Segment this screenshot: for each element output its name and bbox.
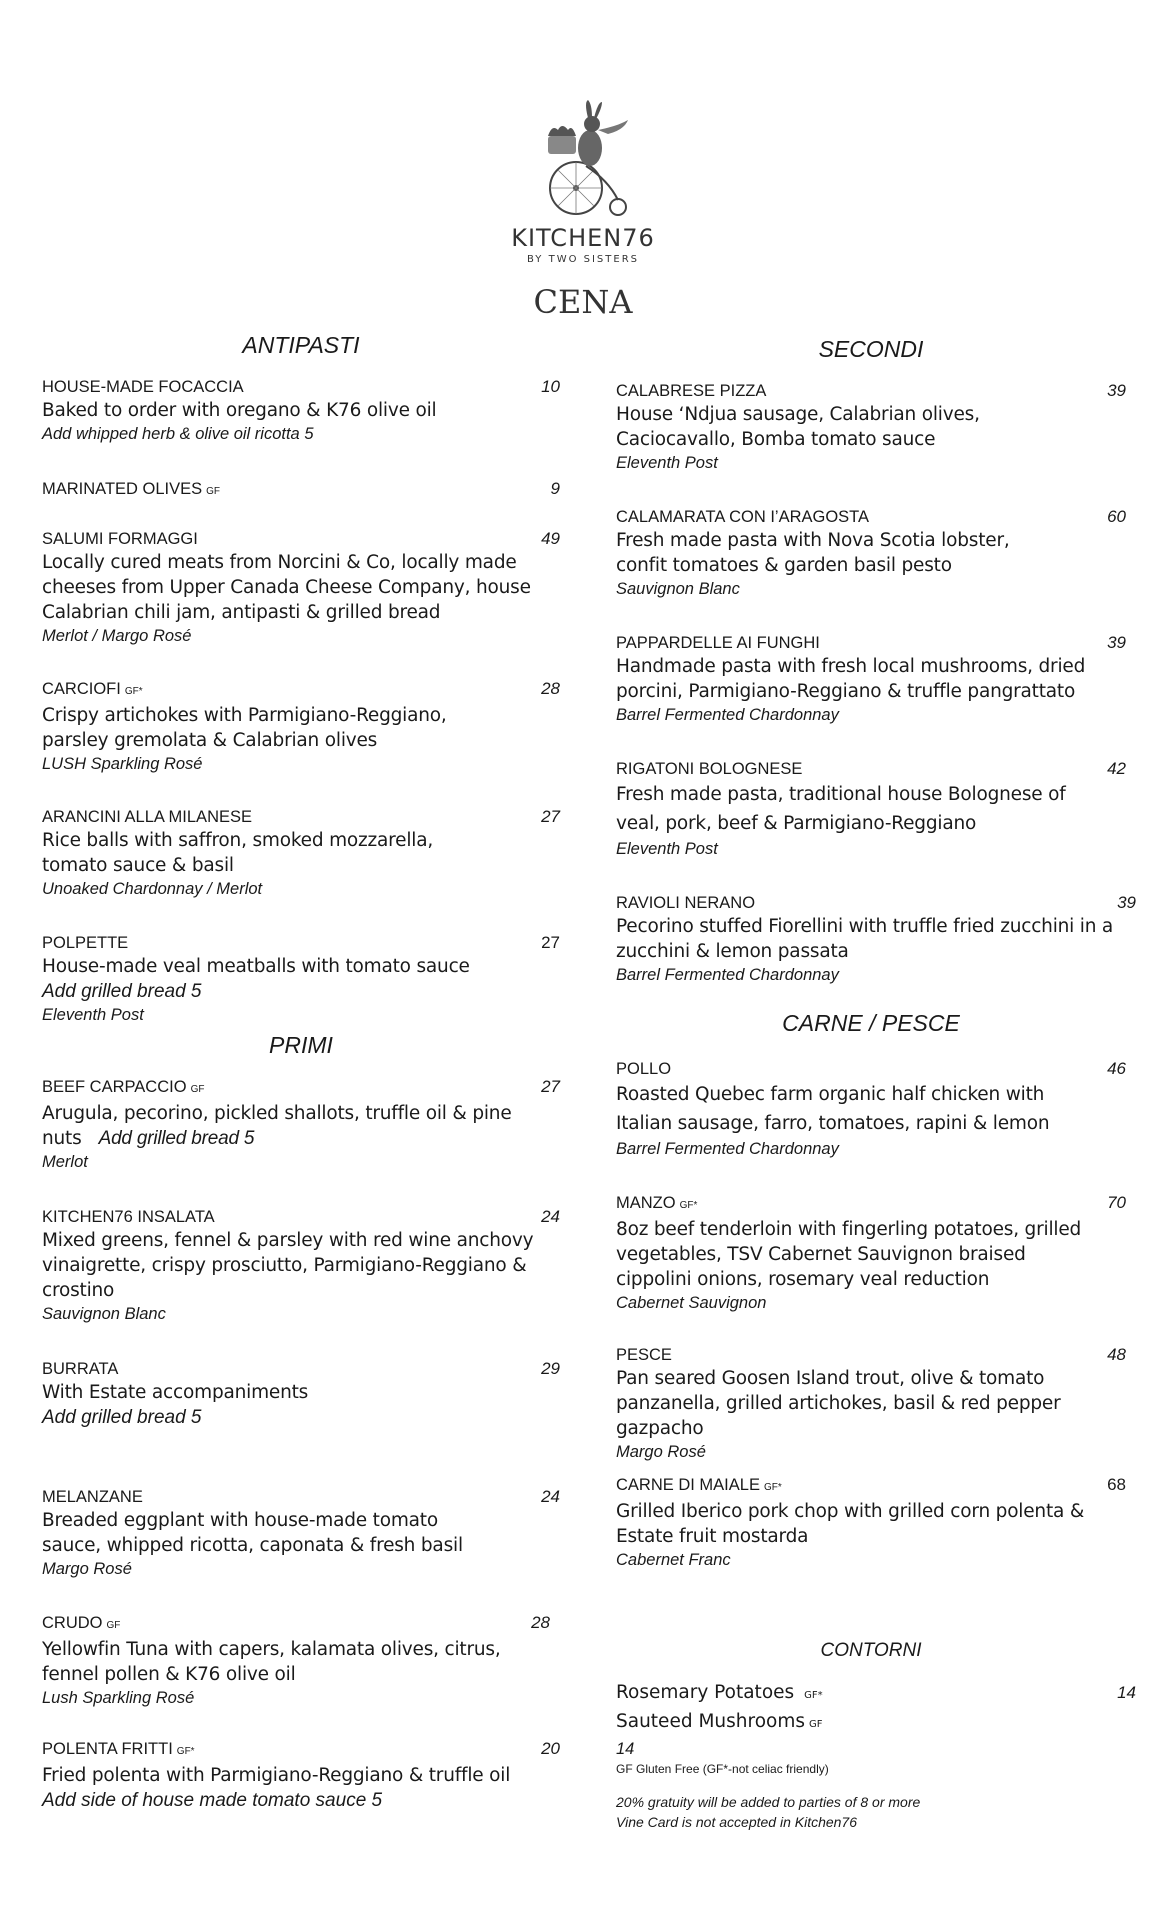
- item-name: CARCIOFI: [42, 680, 121, 698]
- item-description: Roasted Quebec farm organic half chicken with Italian sausage, farro, tomatoes, rapini & lemon: [616, 1084, 1050, 1134]
- contorni-name: Sauteed Mushrooms: [616, 1711, 805, 1732]
- item-description: Breaded eggplant with house-made tomato sauce, whipped ricotta, caponata & fresh basil: [42, 1510, 463, 1556]
- item-description: Pecorino stuffed Fiorellini with truffle fried zucchini in a zucchini & lemon passata: [616, 916, 1114, 962]
- item-name: PAPPARDELLE AI FUNGHI: [616, 634, 820, 652]
- item-price: 27: [541, 933, 560, 952]
- item-addon: Add whipped herb & olive oil ricotta 5: [42, 425, 314, 443]
- item-price: 27: [541, 807, 560, 826]
- item-addon: Add grilled bread 5: [98, 1128, 255, 1149]
- item-name: CALAMARATA CON I’ARAGOSTA: [616, 508, 870, 526]
- item-description: House ‘Ndjua sausage, Calabrian olives, Caciocavallo, Bomba tomato sauce: [616, 404, 980, 450]
- item-name: CALABRESE PIZZA: [616, 382, 767, 400]
- item-name: POLENTA FRITTI: [42, 1740, 173, 1758]
- item-pairing: Eleventh Post: [616, 454, 718, 472]
- item-name: MANZO: [616, 1194, 676, 1212]
- menu-item: [42, 478, 560, 503]
- item-price: 48: [1107, 1345, 1126, 1364]
- contorni-price: 14: [1117, 1683, 1136, 1702]
- section-title-contorni: CONTORNI: [820, 1640, 922, 1661]
- menu-title: CENA: [533, 283, 633, 321]
- item-description: Arugula, pecorino, pickled shallots, truffle oil & pine nuts: [42, 1103, 512, 1149]
- item-price: 10: [541, 377, 560, 396]
- item-price: 20: [541, 1739, 560, 1758]
- item-name: HOUSE-MADE FOCACCIA: [42, 378, 244, 396]
- item-price: 39: [1107, 381, 1126, 400]
- item-price: 46: [1107, 1059, 1126, 1078]
- item-name: POLPETTE: [42, 934, 129, 952]
- contorni-name: Rosemary Potatoes: [616, 1682, 795, 1703]
- item-name: RAVIOLI NERANO: [616, 894, 756, 912]
- menu-header: [0, 100, 1166, 321]
- item-pairing: Lush Sparkling Rosé: [42, 1689, 195, 1707]
- gf-badge: GF*: [804, 1690, 823, 1701]
- contorni-item: [616, 1709, 1126, 1738]
- item-name: SALUMI FORMAGGI: [42, 530, 198, 548]
- contorni-price: 14: [616, 1740, 635, 1758]
- menu-item: [42, 1612, 560, 1709]
- item-pairing: Sauvignon Blanc: [616, 580, 740, 598]
- menu-item: [42, 376, 560, 445]
- vine-card-note: Vine Card is not accepted in Kitchen76: [616, 1814, 858, 1830]
- contorni-item: [616, 1680, 1136, 1709]
- item-description: Baked to order with oregano & K76 olive oil: [42, 400, 437, 421]
- item-price: 60: [1107, 507, 1126, 526]
- item-name: CARNE DI MAIALE: [616, 1476, 760, 1494]
- menu-item: [616, 1058, 1126, 1160]
- gf-badge: GF: [809, 1719, 823, 1730]
- gf-badge: GF: [106, 1620, 121, 1631]
- item-price: 9: [550, 479, 560, 498]
- item-description: Fried polenta with Parmigiano-Reggiano & truffle oil: [42, 1765, 511, 1786]
- menu-item: [42, 1358, 560, 1430]
- item-pairing: Sauvignon Blanc: [42, 1305, 166, 1323]
- item-pairing: Merlot / Margo Rosé: [42, 627, 192, 645]
- menu-item: [42, 528, 560, 647]
- item-name: BURRATA: [42, 1360, 119, 1378]
- item-description: Mixed greens, fennel & parsley with red wine anchovy vinaigrette, crispy prosciutto, Parmigiano-Reggiano & crostino: [42, 1230, 534, 1301]
- item-price: 39: [1107, 633, 1126, 652]
- brand-tagline: BY TWO SISTERS: [526, 254, 639, 265]
- item-description: Crispy artichokes with Parmigiano-Reggiano, parsley gremolata & Calabrian olives: [42, 705, 447, 751]
- item-price: 42: [1107, 759, 1126, 778]
- gf-badge: GF*: [679, 1200, 698, 1211]
- menu-item: [616, 892, 1136, 986]
- rabbit-bicycle-logo: [528, 100, 638, 220]
- item-name: RIGATONI BOLOGNESE: [616, 760, 803, 778]
- item-price: 49: [541, 529, 560, 548]
- item-name: CRUDO: [42, 1614, 103, 1632]
- item-price: 70: [1107, 1193, 1126, 1212]
- item-name: PESCE: [616, 1346, 672, 1364]
- gf-badge: GF: [206, 486, 221, 497]
- menu-item: [616, 1344, 1126, 1463]
- item-description: With Estate accompaniments: [42, 1382, 309, 1403]
- item-description: Locally cured meats from Norcini & Co, locally made cheeses from Upper Canada Cheese Company, house Calabrian chili jam, antipasti & grilled bread: [42, 552, 531, 623]
- item-price: 27: [541, 1077, 560, 1096]
- item-description: Yellowfin Tuna with capers, kalamata olives, citrus, fennel pollen & K76 olive oil: [42, 1639, 501, 1685]
- item-pairing: Margo Rosé: [42, 1560, 132, 1578]
- item-pairing: Cabernet Franc: [616, 1551, 731, 1569]
- menu-item: [42, 678, 560, 775]
- menu-item: [616, 1192, 1126, 1314]
- item-name: MARINATED OLIVES: [42, 480, 203, 498]
- item-description: Grilled Iberico pork chop with grilled corn polenta & Estate fruit mostarda: [616, 1501, 1085, 1547]
- item-price: 24: [541, 1207, 560, 1226]
- item-description: Fresh made pasta with Nova Scotia lobster, confit tomatoes & garden basil pesto: [616, 530, 1010, 576]
- menu-item: [42, 1206, 560, 1325]
- item-pairing: Barrel Fermented Chardonnay: [616, 1140, 839, 1158]
- item-name: MELANZANE: [42, 1488, 143, 1506]
- item-pairing: Barrel Fermented Chardonnay: [616, 706, 839, 724]
- menu-item: [616, 632, 1126, 726]
- item-addon: Add grilled bread 5: [42, 1407, 202, 1428]
- item-price: 29: [541, 1359, 560, 1378]
- item-price: 68: [1107, 1475, 1126, 1494]
- item-description: Handmade pasta with fresh local mushrooms, dried porcini, Parmigiano-Reggiano & truffle pangrattato: [616, 656, 1086, 702]
- item-name: BEEF CARPACCIO: [42, 1078, 187, 1096]
- gf-note: GF Gluten Free (GF*-not celiac friendly): [616, 1762, 829, 1776]
- menu-item: [42, 1076, 560, 1173]
- section-title-primi: PRIMI: [269, 1032, 333, 1058]
- menu-item: [42, 932, 560, 1026]
- item-description: House-made veal meatballs with tomato sauce: [42, 956, 470, 977]
- item-addon: Add side of house made tomato sauce 5: [42, 1790, 383, 1811]
- item-pairing: Margo Rosé: [616, 1443, 706, 1461]
- section-title-carne-pesce: CARNE / PESCE: [782, 1010, 960, 1036]
- item-pairing: Unoaked Chardonnay / Merlot: [42, 880, 263, 898]
- item-description: 8oz beef tenderloin with fingerling potatoes, grilled vegetables, TSV Cabernet Sauvignon braised cippolini onions, rosemary veal reduction: [616, 1219, 1082, 1290]
- gf-badge: GF*: [176, 1746, 195, 1757]
- menu-item: [616, 1474, 1126, 1571]
- item-price: 28: [541, 679, 560, 698]
- item-pairing: Eleventh Post: [616, 840, 718, 858]
- item-description: Pan seared Goosen Island trout, olive & tomato panzanella, grilled artichokes, basil & red pepper gazpacho: [616, 1368, 1061, 1439]
- menu-item: [42, 1738, 560, 1813]
- item-description: Fresh made pasta, traditional house Bolognese of veal, pork, beef & Parmigiano-Reggiano: [616, 784, 1066, 834]
- gratuity-note: 20% gratuity will be added to parties of 8 or more: [616, 1794, 921, 1810]
- menu-item: [42, 806, 560, 900]
- item-price: 24: [541, 1487, 560, 1506]
- item-addon: Add grilled bread 5: [42, 981, 202, 1002]
- item-pairing: Eleventh Post: [42, 1006, 144, 1024]
- menu-item: [616, 506, 1126, 600]
- menu-item: [42, 1486, 560, 1580]
- item-price: 28: [531, 1613, 550, 1632]
- item-pairing: Barrel Fermented Chardonnay: [616, 966, 839, 984]
- brand-name: KITCHEN76: [511, 224, 655, 252]
- contorni-list: [616, 1680, 1136, 1832]
- section-title-secondi: SECONDI: [818, 336, 924, 362]
- item-name: ARANCINI ALLA MILANESE: [42, 808, 252, 826]
- menu-item: [616, 758, 1126, 860]
- section-title-antipasti: ANTIPASTI: [242, 332, 360, 358]
- gf-badge: GF: [190, 1084, 205, 1095]
- item-pairing: LUSH Sparkling Rosé: [42, 755, 203, 773]
- item-name: KITCHEN76 INSALATA: [42, 1208, 215, 1226]
- item-pairing: Cabernet Sauvignon: [616, 1294, 767, 1312]
- item-name: POLLO: [616, 1060, 672, 1078]
- gf-badge: GF*: [763, 1482, 782, 1493]
- item-pairing: Merlot: [42, 1153, 88, 1171]
- item-price: 39: [1117, 893, 1136, 912]
- menu-item: [616, 380, 1126, 474]
- item-description: Rice balls with saffron, smoked mozzarella, tomato sauce & basil: [42, 830, 434, 876]
- gf-badge: GF*: [124, 686, 143, 697]
